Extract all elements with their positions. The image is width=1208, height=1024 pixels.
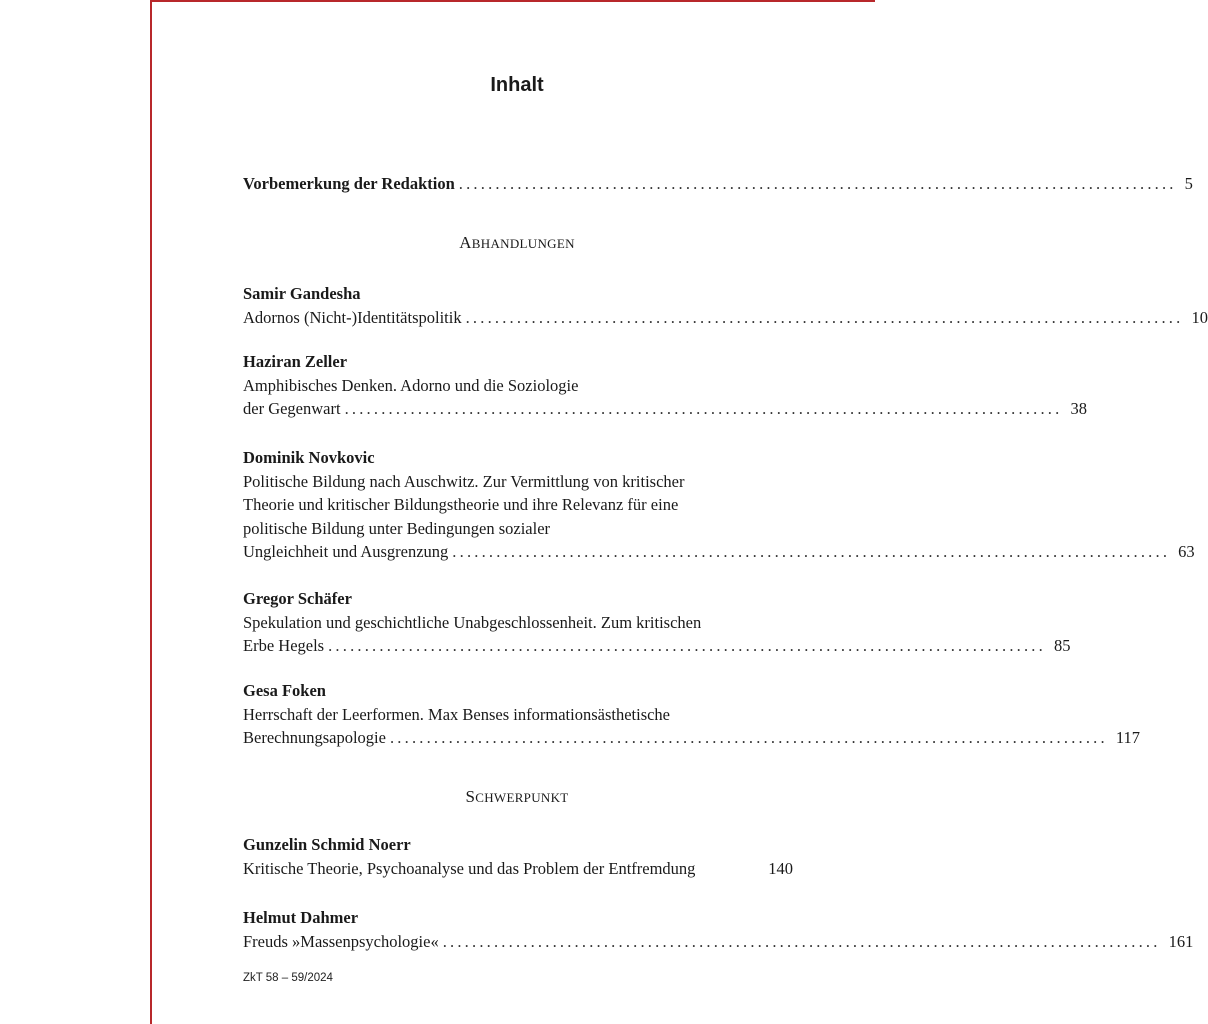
page-title: Inhalt [490, 74, 544, 96]
toc-entry-title: Kritische Theorie, Psychoanalyse und das Problem der Entfremdung [243, 858, 696, 878]
dot-leader: .................................................................................................. [389, 728, 1108, 747]
toc-author: Gesa Foken [243, 681, 326, 700]
toc-entry-title-line: Spekulation und geschichtliche Unabgeschlossenheit. Zum kritischen [243, 612, 702, 632]
toc-entry-title: Berechnungsapologie [243, 728, 386, 747]
toc-entry-title: Erbe Hegels [243, 636, 325, 655]
toc-entry-title-line: Herrschaft der Leerformen. Max Benses informationsästhetische [243, 704, 671, 724]
toc-entry[interactable] [243, 446, 1195, 564]
toc-entry-title: Adornos (Nicht-)Identitätspolitik [243, 307, 462, 327]
page-footer: ZkT 58 – 59/2024 [243, 972, 333, 984]
toc-page-number: 63 [1178, 542, 1195, 561]
section-heading-schwerpunkt: SCHWERPUNKT [465, 787, 569, 806]
toc-entry-title: Ungleichheit und Ausgrenzung [243, 542, 449, 561]
toc-page-number: 117 [1115, 728, 1140, 747]
toc-entry-title: Vorbemerkung der Redaktion [243, 174, 455, 193]
page-edge-left [150, 0, 152, 1024]
toc-entry-title-line: Amphibisches Denken. Adorno und die Soziologie [243, 375, 579, 395]
dot-leader: .................................................................................................. [452, 542, 1171, 561]
toc-page-number: 38 [1070, 399, 1087, 418]
toc-entry-title-line: Theorie und kritischer Bildungstheorie und ihre Relevanz für eine [243, 495, 679, 514]
toc-page-number: 140 [768, 858, 793, 878]
toc-page-number: 85 [1053, 636, 1071, 655]
toc-author: Helmut Dahmer [243, 908, 359, 927]
toc-page-number: 10 [1191, 307, 1208, 327]
toc-entry-title-line: Politische Bildung nach Auschwitz. Zur Vermittlung von kritischer [243, 471, 685, 491]
toc-author: Samir Gandesha [243, 284, 361, 303]
toc-page-number: 5 [1184, 174, 1193, 193]
toc-author: Gunzelin Schmid Noerr [243, 835, 411, 854]
toc-entry[interactable] [243, 282, 1208, 329]
toc-author: Gregor Schäfer [243, 589, 352, 608]
toc-entry-preface[interactable] [243, 172, 1193, 196]
toc-entry[interactable] [243, 587, 1071, 658]
toc-entry[interactable] [243, 679, 1140, 750]
toc-author: Dominik Novkovic [243, 448, 375, 467]
section-heading-abhandlungen: ABHANDLUNGEN [459, 233, 575, 252]
toc-entry[interactable] [243, 833, 793, 880]
toc-entry-title: der Gegenwart [243, 399, 341, 418]
toc-entry[interactable] [243, 906, 1194, 953]
toc-entry-title: Freuds »Massenpsychologie« [243, 931, 439, 951]
dot-leader: .................................................................................................. [328, 636, 1046, 655]
dot-leader: .................................................................................................. [465, 307, 1184, 327]
toc-page-number: 161 [1168, 931, 1194, 951]
toc-author: Haziran Zeller [243, 352, 348, 371]
page-edge-top [150, 0, 875, 2]
toc-entry-title-line: politische Bildung unter Bedingungen sozialer [243, 518, 551, 538]
dot-leader: .................................................................................................. [344, 399, 1063, 418]
dot-leader: .................................................................................................. [458, 174, 1177, 193]
toc-entry[interactable] [243, 350, 1087, 421]
dot-leader: .................................................................................................. [442, 931, 1161, 951]
